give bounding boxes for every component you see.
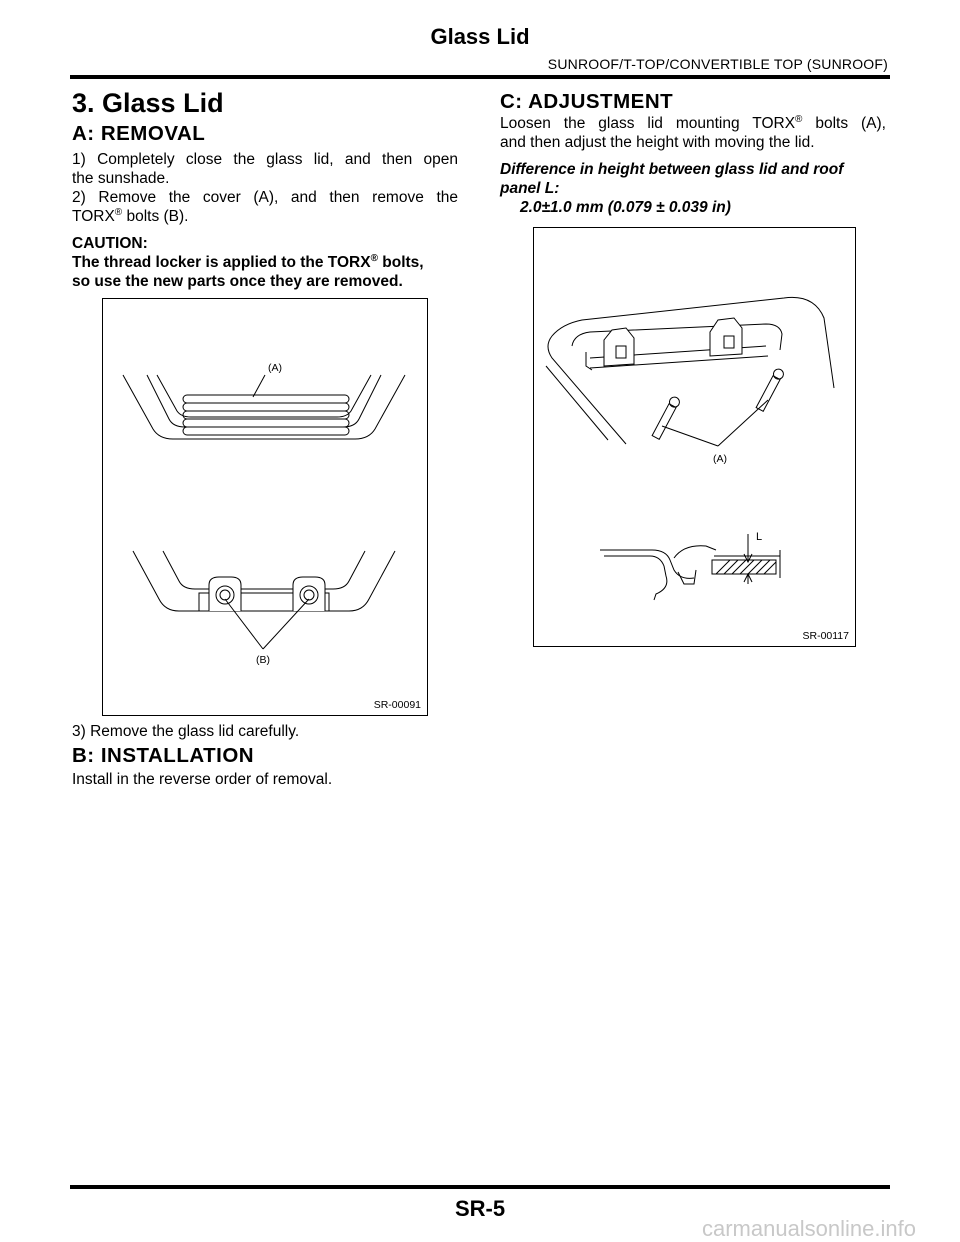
spec-line2: panel L: [500, 180, 560, 197]
removal-diagram [103, 299, 427, 715]
spec-value: 2.0±1.0 mm (0.079 ± 0.039 in) [520, 199, 731, 216]
page-header-title: Glass Lid [430, 24, 530, 49]
removal-step1-line1: 1) Completely close the glass lid, and then open [72, 151, 458, 168]
adjustment-diagram [534, 228, 855, 646]
figure-removal-id: SR-00091 [373, 699, 421, 711]
removal-step2-line1: 2) Remove the cover (A), and then remove the [72, 189, 458, 206]
adjustment-heading: C: ADJUSTMENT [500, 90, 674, 113]
caution-line1: The thread locker is applied to the TORX® bolts, [72, 253, 424, 271]
watermark: carmanualsonline.info [701, 1216, 916, 1241]
figure-removal [102, 298, 428, 716]
caution-label: CAUTION: [72, 235, 148, 252]
footer-divider [70, 1185, 890, 1189]
spec-line1: Difference in height between glass lid and roof [500, 161, 844, 178]
installation-heading: B: INSTALLATION [72, 744, 255, 767]
section-title: 3. Glass Lid [72, 88, 224, 118]
caution-line2: so use the new parts once they are removed. [72, 273, 403, 290]
figure-adjustment-id: SR-00117 [802, 630, 849, 642]
adjustment-line2: and then adjust the height with moving the lid. [500, 134, 815, 151]
removal-heading: A: REMOVAL [72, 122, 206, 145]
removal-step3: 3) Remove the glass lid carefully. [72, 723, 300, 740]
page-header-subtitle: SUNROOF/T-TOP/CONVERTIBLE TOP (SUNROOF) [547, 56, 888, 72]
page-number: SR-5 [454, 1196, 506, 1221]
adjustment-line1: Loosen the glass lid mounting TORX® bolts (A), [500, 114, 886, 132]
removal-step2-line2: TORX® bolts (B). [72, 207, 189, 225]
removal-label-a: (A) [268, 362, 282, 374]
adjustment-label-l: L [756, 531, 763, 543]
header-divider [70, 75, 890, 79]
removal-label-b: (B) [256, 654, 270, 666]
installation-text: Install in the reverse order of removal. [72, 771, 333, 788]
removal-step1-line2: the sunshade. [72, 170, 170, 187]
figure-adjustment [533, 227, 856, 647]
adjustment-label-a: (A) [713, 453, 727, 465]
